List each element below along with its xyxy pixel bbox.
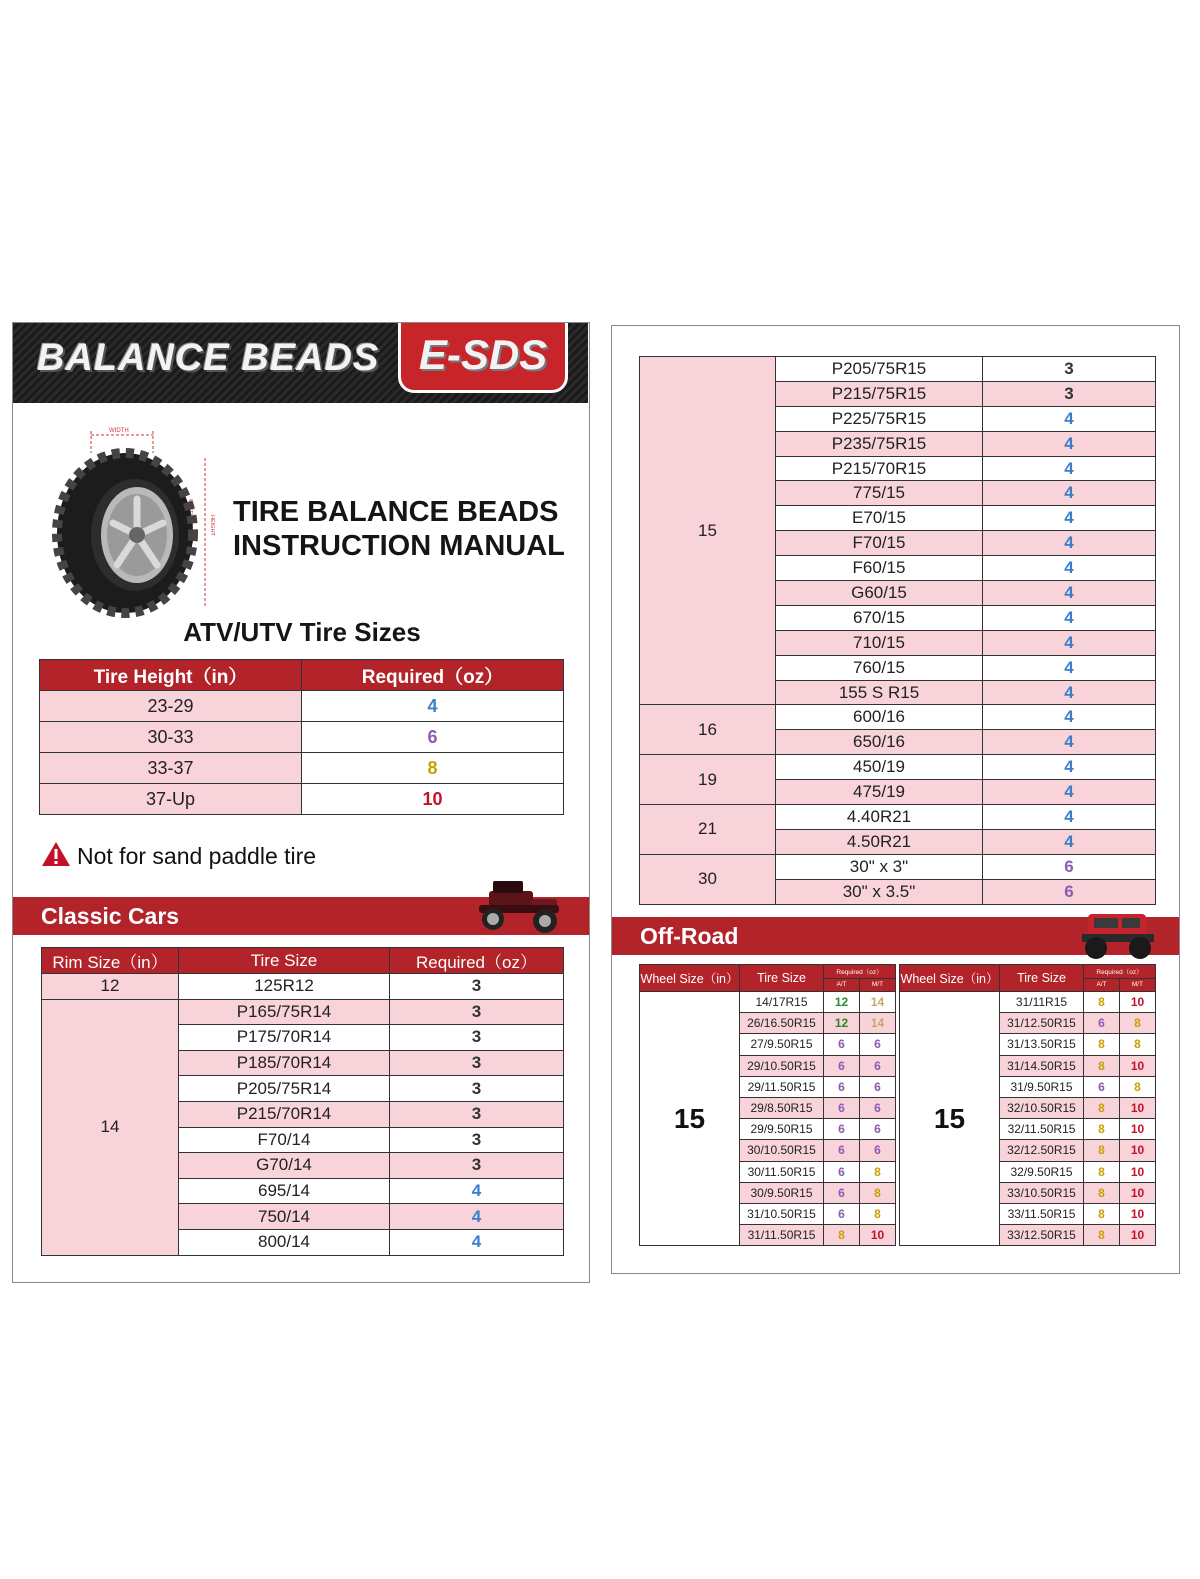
off-road-header-mt: M/T	[860, 978, 896, 992]
off-road-mt-cell: 10	[1120, 1161, 1156, 1182]
required-oz-cell: 4	[983, 531, 1156, 556]
brand-logo-text: E-SDS	[418, 331, 548, 378]
required-oz-cell: 4	[983, 406, 1156, 431]
warning-text: Not for sand paddle tire	[77, 843, 317, 869]
tire-height-label: HEIGHT	[209, 515, 215, 536]
classic-header-tire: Tire Size	[179, 948, 390, 974]
off-road-table-b	[899, 964, 1156, 1246]
classic-oz-cell: 3	[390, 999, 564, 1025]
rim-size-cell: 21	[640, 805, 776, 855]
table-row	[640, 705, 1156, 730]
off-road-mt-cell: 10	[1120, 1182, 1156, 1203]
off-road-mt-cell: 10	[1120, 992, 1156, 1013]
classic-oz-cell: 4	[390, 1229, 564, 1255]
atv-oz-cell: 4	[302, 691, 564, 722]
off-road-mt-cell: 8	[1120, 1013, 1156, 1034]
off-road-mt-cell: 10	[1120, 1140, 1156, 1161]
table-row	[640, 805, 1156, 830]
off-road-tire-cell: 31/12.50R15	[1000, 1013, 1084, 1034]
off-road-at-cell: 8	[1084, 1161, 1120, 1182]
atv-size-table	[39, 659, 564, 815]
off-road-header-at: A/T	[1084, 978, 1120, 992]
required-oz-cell: 4	[983, 630, 1156, 655]
classic-rim-cell: 12	[42, 974, 179, 1000]
classic-oz-cell: 3	[390, 1153, 564, 1179]
table-row	[640, 854, 1156, 879]
table-row	[640, 992, 896, 1013]
sand-tire-warning	[41, 841, 316, 870]
off-road-at-cell: 6	[824, 1182, 860, 1203]
off-road-at-cell: 6	[1084, 1013, 1120, 1034]
left-page	[12, 322, 590, 1283]
table-row	[640, 755, 1156, 780]
classic-cars-title: Classic Cars	[41, 903, 180, 929]
tire-width-label: WIDTH	[109, 428, 129, 434]
off-road-mt-cell: 6	[860, 1055, 896, 1076]
off-road-at-cell: 8	[1084, 1055, 1120, 1076]
right-page	[611, 325, 1180, 1274]
banner-title: BALANCE BEADS	[37, 337, 380, 379]
off-road-at-cell: 6	[824, 1140, 860, 1161]
off-road-header-required: Required（oz）	[1084, 965, 1156, 979]
off-road-at-cell: 6	[824, 1055, 860, 1076]
off-road-mt-cell: 10	[1120, 1225, 1156, 1246]
off-road-at-cell: 6	[1084, 1076, 1120, 1097]
off-road-at-cell: 8	[1084, 1140, 1120, 1161]
classic-tire-cell: P165/75R14	[179, 999, 390, 1025]
off-road-at-cell: 6	[824, 1203, 860, 1224]
off-road-at-cell: 6	[824, 1076, 860, 1097]
off-road-tire-cell: 29/9.50R15	[740, 1119, 824, 1140]
required-oz-cell: 3	[983, 357, 1156, 382]
table-row	[640, 357, 1156, 382]
off-road-mt-cell: 8	[860, 1182, 896, 1203]
off-road-tire-cell: 31/9.50R15	[1000, 1076, 1084, 1097]
tire-size-cell: P225/75R15	[776, 406, 983, 431]
classic-oz-cell: 4	[390, 1178, 564, 1204]
tire-size-cell: P215/70R15	[776, 456, 983, 481]
off-road-mt-cell: 10	[1120, 1097, 1156, 1118]
tire-size-cell: 30" x 3"	[776, 854, 983, 879]
off-road-tire-cell: 33/10.50R15	[1000, 1182, 1084, 1203]
off-road-at-cell: 6	[824, 1097, 860, 1118]
off-road-tire-cell: 32/11.50R15	[1000, 1119, 1084, 1140]
classic-tire-cell: 800/14	[179, 1229, 390, 1255]
required-oz-cell: 4	[983, 655, 1156, 680]
table-row	[40, 691, 564, 722]
off-road-tire-cell: 32/10.50R15	[1000, 1097, 1084, 1118]
off-road-mt-cell: 6	[860, 1119, 896, 1140]
atv-height-cell: 33-37	[40, 753, 302, 784]
rim-size-cell: 19	[640, 755, 776, 805]
rim-size-cell: 15	[640, 357, 776, 705]
atv-oz-cell: 6	[302, 722, 564, 753]
atv-section-title: ATV/UTV Tire Sizes	[183, 617, 421, 647]
tire-size-cell: P205/75R15	[776, 357, 983, 382]
off-road-mt-cell: 10	[1120, 1055, 1156, 1076]
required-oz-cell: 4	[983, 680, 1156, 705]
required-oz-cell: 4	[983, 705, 1156, 730]
table-row	[42, 974, 564, 1000]
off-road-at-cell: 8	[1084, 1119, 1120, 1140]
off-road-at-cell: 8	[1084, 992, 1120, 1013]
off-road-mt-cell: 8	[1120, 1034, 1156, 1055]
off-road-header-wheel: Wheel Size（in）	[640, 965, 740, 992]
off-road-title: Off-Road	[640, 923, 739, 949]
off-road-at-cell: 6	[824, 1119, 860, 1140]
required-oz-cell: 4	[983, 730, 1156, 755]
required-oz-cell: 4	[983, 581, 1156, 606]
atv-oz-cell: 8	[302, 753, 564, 784]
table-row	[42, 999, 564, 1025]
table-row	[40, 753, 564, 784]
off-road-mt-cell: 8	[860, 1203, 896, 1224]
atv-header-required: Required（oz）	[302, 660, 564, 691]
off-road-tire-cell: 33/12.50R15	[1000, 1225, 1084, 1246]
classic-tire-cell: 695/14	[179, 1178, 390, 1204]
off-road-tire-cell: 31/11R15	[1000, 992, 1084, 1013]
classic-cars-table	[41, 947, 564, 1256]
off-road-tire-cell: 29/10.50R15	[740, 1055, 824, 1076]
tire-size-cell: E70/15	[776, 506, 983, 531]
off-road-tire-cell: 31/11.50R15	[740, 1225, 824, 1246]
tire-size-cell: 30" x 3.5"	[776, 879, 983, 904]
rim-size-cell: 16	[640, 705, 776, 755]
required-oz-cell: 4	[983, 506, 1156, 531]
required-oz-cell: 4	[983, 805, 1156, 830]
classic-rim-cell: 14	[42, 999, 179, 1255]
off-road-mt-cell: 8	[1120, 1076, 1156, 1097]
tire-diagram-icon	[33, 423, 243, 618]
required-oz-cell: 4	[983, 556, 1156, 581]
atv-height-cell: 23-29	[40, 691, 302, 722]
table-row	[40, 784, 564, 815]
off-road-header-wheel: Wheel Size（in）	[900, 965, 1000, 992]
off-road-tire-cell: 32/12.50R15	[1000, 1140, 1084, 1161]
required-oz-cell: 3	[983, 381, 1156, 406]
required-oz-cell: 4	[983, 605, 1156, 630]
off-road-tire-cell: 14/17R15	[740, 992, 824, 1013]
tire-size-cell: G60/15	[776, 581, 983, 606]
off-road-tire-cell: 30/11.50R15	[740, 1161, 824, 1182]
off-road-tire-cell: 32/9.50R15	[1000, 1161, 1084, 1182]
tire-size-cell: 670/15	[776, 605, 983, 630]
classic-tire-cell: 125R12	[179, 974, 390, 1000]
tire-size-cell: F60/15	[776, 556, 983, 581]
classic-tire-cell: 750/14	[179, 1204, 390, 1230]
classic-car-icon	[471, 871, 567, 941]
header-banner	[13, 323, 588, 403]
classic-tire-cell: F70/14	[179, 1127, 390, 1153]
off-road-at-cell: 12	[824, 1013, 860, 1034]
off-road-tire-cell: 29/8.50R15	[740, 1097, 824, 1118]
off-road-at-cell: 8	[1084, 1097, 1120, 1118]
off-road-header-tire: Tire Size	[1000, 965, 1084, 992]
off-road-tire-cell: 30/10.50R15	[740, 1140, 824, 1161]
manual-title-line2: INSTRUCTION MANUAL	[233, 530, 565, 562]
off-road-tire-cell: 31/14.50R15	[1000, 1055, 1084, 1076]
classic-oz-cell: 3	[390, 1050, 564, 1076]
off-road-at-cell: 8	[1084, 1203, 1120, 1224]
required-oz-cell: 6	[983, 879, 1156, 904]
atv-height-cell: 37-Up	[40, 784, 302, 815]
off-road-mt-cell: 10	[860, 1225, 896, 1246]
required-oz-cell: 4	[983, 755, 1156, 780]
tire-size-cell: F70/15	[776, 531, 983, 556]
classic-tire-cell: P185/70R14	[179, 1050, 390, 1076]
classic-oz-cell: 3	[390, 974, 564, 1000]
off-road-wheel-cell: 15	[900, 992, 1000, 1246]
off-road-tire-cell: 30/9.50R15	[740, 1182, 824, 1203]
warning-icon	[41, 841, 71, 867]
classic-oz-cell: 3	[390, 1076, 564, 1102]
tire-size-cell: 650/16	[776, 730, 983, 755]
off-road-tire-cell: 33/11.50R15	[1000, 1203, 1084, 1224]
table-row	[900, 992, 1156, 1013]
off-road-mt-cell: 6	[860, 1097, 896, 1118]
jeep-icon	[1078, 906, 1158, 962]
tire-size-cell: 4.40R21	[776, 805, 983, 830]
atv-header-height: Tire Height（in）	[40, 660, 302, 691]
off-road-at-cell: 8	[1084, 1034, 1120, 1055]
classic-tire-cell: P205/75R14	[179, 1076, 390, 1102]
classic-oz-cell: 3	[390, 1025, 564, 1051]
off-road-at-cell: 6	[824, 1161, 860, 1182]
off-road-mt-cell: 6	[860, 1076, 896, 1097]
off-road-tire-cell: 26/16.50R15	[740, 1013, 824, 1034]
off-road-mt-cell: 6	[860, 1034, 896, 1055]
classic-tire-cell: P175/70R14	[179, 1025, 390, 1051]
required-oz-cell: 4	[983, 431, 1156, 456]
tire-size-cell: 475/19	[776, 780, 983, 805]
rim-size-table	[639, 356, 1156, 905]
classic-header-rim: Rim Size（in）	[42, 948, 179, 974]
classic-tire-cell: P215/70R14	[179, 1101, 390, 1127]
off-road-wheel-cell: 15	[640, 992, 740, 1246]
table-row	[40, 722, 564, 753]
off-road-at-cell: 8	[824, 1225, 860, 1246]
off-road-mt-cell: 14	[860, 1013, 896, 1034]
manual-title-line1: TIRE BALANCE BEADS	[233, 496, 559, 528]
off-road-tire-cell: 29/11.50R15	[740, 1076, 824, 1097]
off-road-header-required: Required（oz）	[824, 965, 896, 979]
off-road-tire-cell: 31/10.50R15	[740, 1203, 824, 1224]
off-road-mt-cell: 8	[860, 1161, 896, 1182]
off-road-mt-cell: 10	[1120, 1203, 1156, 1224]
tire-size-cell: P235/75R15	[776, 431, 983, 456]
classic-oz-cell: 3	[390, 1101, 564, 1127]
required-oz-cell: 4	[983, 780, 1156, 805]
off-road-header-mt: M/T	[1120, 978, 1156, 992]
atv-oz-cell: 10	[302, 784, 564, 815]
off-road-at-cell: 8	[1084, 1225, 1120, 1246]
tire-size-cell: 710/15	[776, 630, 983, 655]
tire-size-cell: 450/19	[776, 755, 983, 780]
tire-size-cell: 600/16	[776, 705, 983, 730]
off-road-at-cell: 6	[824, 1034, 860, 1055]
classic-header-required: Required（oz）	[390, 948, 564, 974]
tire-size-cell: 155 S R15	[776, 680, 983, 705]
off-road-tire-cell: 27/9.50R15	[740, 1034, 824, 1055]
manual-title	[233, 495, 565, 563]
off-road-mt-cell: 14	[860, 992, 896, 1013]
required-oz-cell: 6	[983, 854, 1156, 879]
tire-size-cell: 4.50R21	[776, 829, 983, 854]
classic-oz-cell: 4	[390, 1204, 564, 1230]
off-road-mt-cell: 10	[1120, 1119, 1156, 1140]
off-road-mt-cell: 6	[860, 1140, 896, 1161]
atv-height-cell: 30-33	[40, 722, 302, 753]
classic-oz-cell: 3	[390, 1127, 564, 1153]
off-road-at-cell: 8	[1084, 1182, 1120, 1203]
brand-logo	[398, 323, 568, 393]
tire-size-cell: P215/75R15	[776, 381, 983, 406]
tire-size-cell: 760/15	[776, 655, 983, 680]
classic-tire-cell: G70/14	[179, 1153, 390, 1179]
required-oz-cell: 4	[983, 829, 1156, 854]
off-road-at-cell: 12	[824, 992, 860, 1013]
off-road-header-tire: Tire Size	[740, 965, 824, 992]
required-oz-cell: 4	[983, 456, 1156, 481]
off-road-tire-cell: 31/13.50R15	[1000, 1034, 1084, 1055]
rim-size-cell: 30	[640, 854, 776, 904]
off-road-header-at: A/T	[824, 978, 860, 992]
required-oz-cell: 4	[983, 481, 1156, 506]
off-road-table-a	[639, 964, 896, 1246]
tire-size-cell: 775/15	[776, 481, 983, 506]
